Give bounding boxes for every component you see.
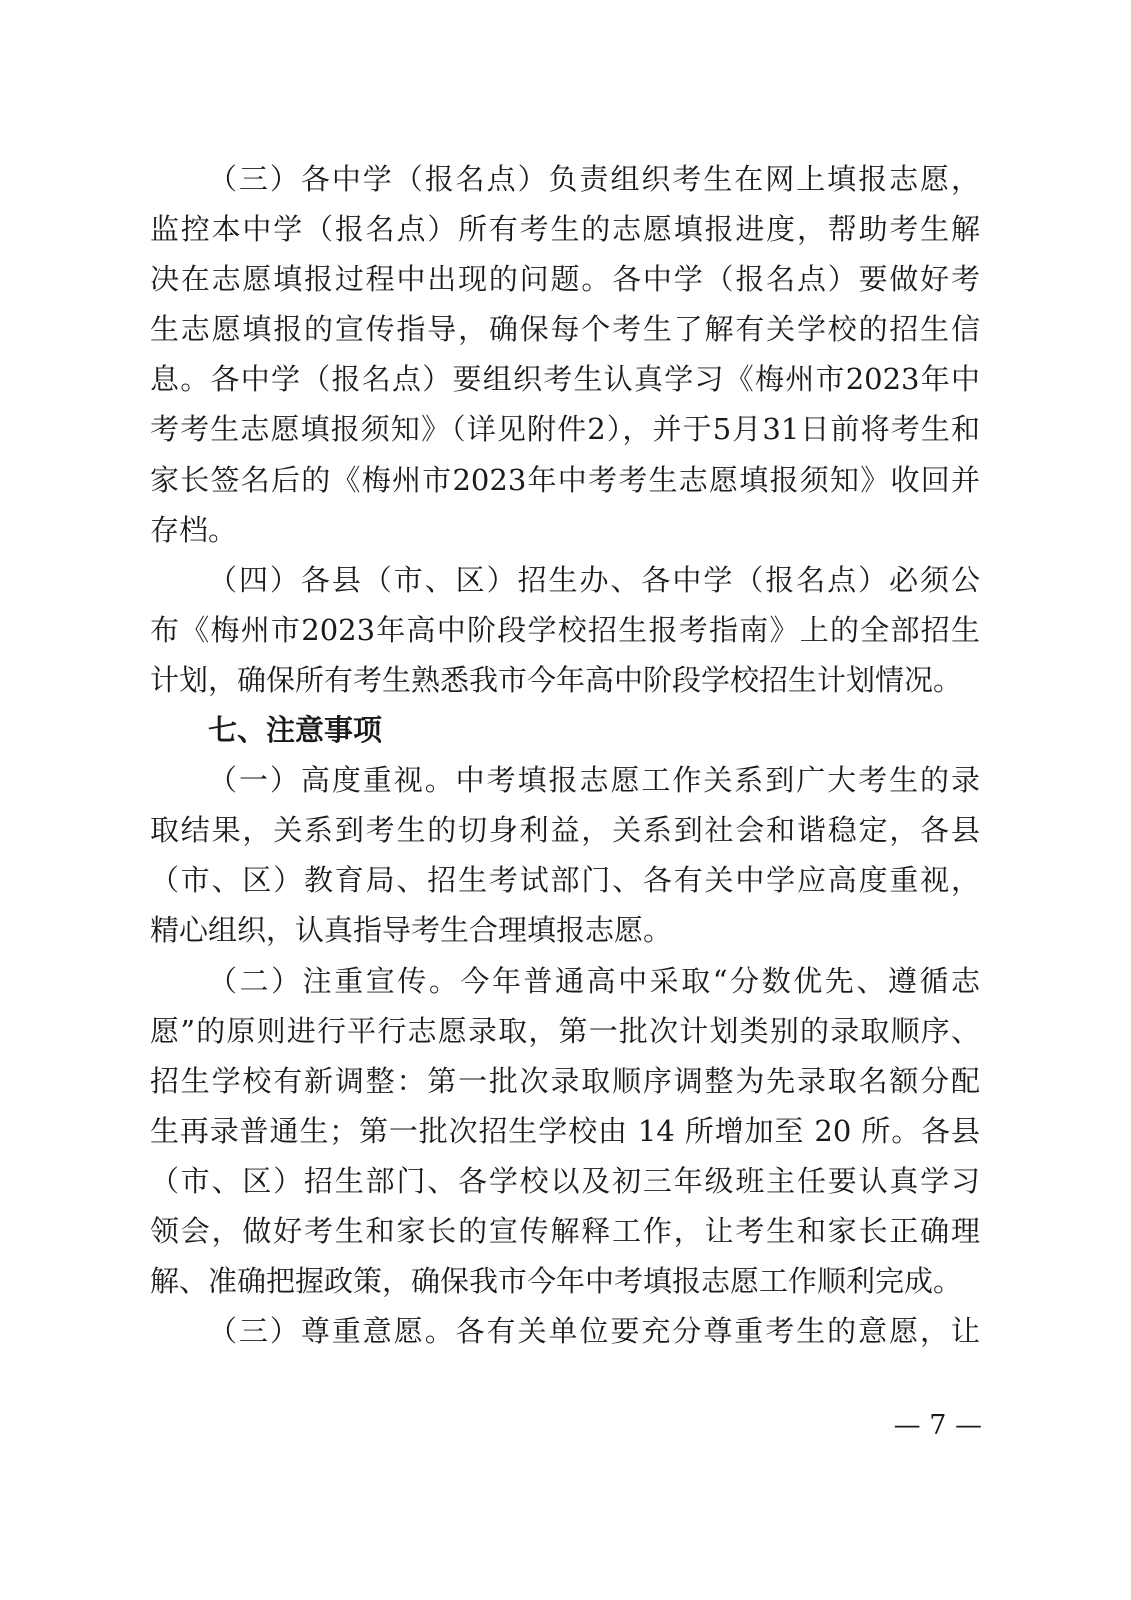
notes-paragraph-3-line-1: （三）尊重意愿。各有关单位要充分尊重考生的意愿，让: [208, 1314, 980, 1349]
notes-paragraph-2-line-4: 生再录普通生；第一批次招生学校由 14 所增加至 20 所。各县: [150, 1113, 980, 1148]
paragraph-3-line-4: 生志愿填报的宣传指导，确保每个考生了解有关学校的招生信: [150, 312, 980, 347]
notes-paragraph-2-line-1: （二）注重宣传。今年普通高中采取“分数优先、遵循志: [208, 963, 980, 998]
paragraph-3-line-6: 考考生志愿填报须知》（详见附件2），并于5月31日前将考生和: [150, 412, 980, 447]
notes-paragraph-2-line-3: 招生学校有新调整：第一批次录取顺序调整为先录取名额分配: [150, 1063, 980, 1098]
document-body: [150, 154, 980, 1356]
notes-paragraph-2-line-5: （市、区）招生部门、各学校以及初三年级班主任要认真学习: [150, 1163, 980, 1198]
notes-paragraph-2-line-6: 领会，做好考生和家长的宣传解释工作，让考生和家长正确理: [150, 1213, 980, 1248]
notes-paragraph-1-line-2: 取结果，关系到考生的切身利益，关系到社会和谐稳定，各县: [150, 813, 980, 848]
notes-paragraph-1-line-4: 精心组织，认真指导考生合理填报志愿。: [150, 913, 673, 948]
paragraph-3-line-3: 决在志愿填报过程中出现的问题。各中学（报名点）要做好考: [150, 262, 980, 297]
paragraph-4-line-2: 布《梅州市2023年高中阶段学校招生报考指南》上的全部招生: [150, 612, 980, 647]
notes-paragraph-2-line-2: 愿”的原则进行平行志愿录取，第一批次计划类别的录取顺序、: [150, 1013, 980, 1048]
page-number: — 7 —: [893, 1410, 982, 1441]
paragraph-3-line-5: 息。各中学（报名点）要组织考生认真学习《梅州市2023年中: [150, 362, 980, 397]
paragraph-3-line-1: （三）各中学（报名点）负责组织考生在网上填报志愿，: [208, 162, 980, 196]
notes-paragraph-1-line-3: （市、区）教育局、招生考试部门、各有关中学应高度重视，: [150, 863, 980, 898]
notes-paragraph-1-line-1: （一）高度重视。中考填报志愿工作关系到广大考生的录: [208, 763, 980, 798]
section-heading-notes: 七、注意事项: [208, 713, 383, 748]
paragraph-4-line-3: 计划，确保所有考生熟悉我市今年高中阶段学校招生计划情况。: [150, 662, 963, 697]
paragraph-4-line-1: （四）各县（市、区）招生办、各中学（报名点）必须公: [208, 562, 980, 597]
paragraph-3-line-2: 监控本中学（报名点）所有考生的志愿填报进度，帮助考生解: [150, 212, 980, 247]
paragraph-3-line-8: 存档。: [150, 512, 238, 547]
paragraph-3-line-7: 家长签名后的《梅州市2023年中考考生志愿填报须知》收回并: [150, 462, 980, 497]
notes-paragraph-2-line-7: 解、准确把握政策，确保我市今年中考填报志愿工作顺利完成。: [150, 1264, 963, 1299]
